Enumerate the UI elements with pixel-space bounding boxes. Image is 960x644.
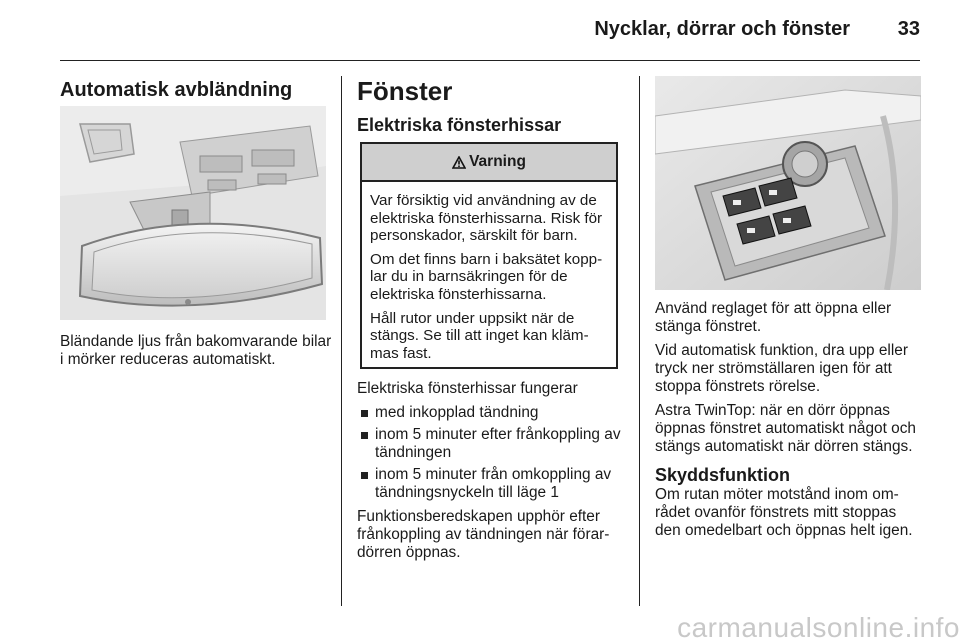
subheading-power-windows: Elektriska fönsterhissar xyxy=(357,115,562,135)
warning-title: Varning xyxy=(469,153,526,170)
subheading-protection: Skyddsfunktion xyxy=(655,465,791,485)
warning-paragraph: Var försiktig vid användning av de elektriska fönsterhissarna. Risk för personskador, särskilt för barn. xyxy=(370,192,603,245)
list-item: med inkopplad tändning xyxy=(357,404,629,422)
power-window-closing: Funktionsberedskapen upphör efter frånkoppling av tändningen när förar- dörren öppnas. xyxy=(357,508,610,561)
section-heading-windows: Fönster xyxy=(357,76,453,106)
warning-box xyxy=(360,142,618,369)
column-divider-left xyxy=(341,76,342,606)
right-column-body xyxy=(655,300,923,546)
left-column-caption-block xyxy=(60,333,332,375)
section-heading-auto-dimming: Automatisk avbländning xyxy=(60,79,293,101)
window-instruction: Använd reglaget för att öppna eller stänga fönstret. xyxy=(655,300,892,335)
header-rule xyxy=(60,60,920,61)
watermark: carmanualsonline.info xyxy=(677,612,960,643)
middle-column-body xyxy=(357,380,629,568)
warning-paragraph: Om det finns barn i baksätet kopp- lar du in barnsäkringen för de elektriska fönsterhissarna. xyxy=(370,250,603,303)
rearview-mirror-image xyxy=(60,106,326,320)
rearview-mirror-illustration xyxy=(60,106,326,320)
window-instruction: Vid automatisk funktion, dra upp eller tryck ner strömställaren igen för att stoppa fönstrets rörelse. xyxy=(655,342,908,395)
column-divider-right xyxy=(639,76,640,606)
auto-dimming-caption: Bländande ljus från bakomvarande bilar i mörker reduceras automatiskt. xyxy=(60,333,332,368)
warning-triangle-icon xyxy=(452,156,466,169)
list-item: inom 5 minuter från omkoppling av tändningsnyckeln till läge 1 xyxy=(357,466,629,502)
page-header-title: Nycklar, dörrar och fönster xyxy=(594,18,850,40)
list-item: inom 5 minuter efter frånkoppling av tändningen xyxy=(357,426,629,462)
warning-header xyxy=(362,144,616,182)
protection-text: Om rutan möter motstånd inom om- rådet ovanför fönstrets mitt stoppas den omedelbart och öppnas helt igen. xyxy=(655,486,913,539)
page-number: 33 xyxy=(897,18,920,40)
power-window-intro: Elektriska fönsterhissar fungerar xyxy=(357,380,578,397)
warning-paragraph: Håll rutor under uppsikt när de stängs. Se till att inget kan kläm- mas fast. xyxy=(370,309,589,362)
window-instruction: Astra TwinTop: när en dörr öppnas öppnas fönstret automatiskt något och stängs automatiskt när dörren stängs. xyxy=(655,402,916,455)
warning-body xyxy=(362,182,616,362)
conditions-list xyxy=(357,404,629,502)
window-switch-image xyxy=(655,76,921,290)
middle-column xyxy=(357,76,627,136)
left-column xyxy=(60,76,330,102)
window-switch-illustration xyxy=(655,76,921,290)
